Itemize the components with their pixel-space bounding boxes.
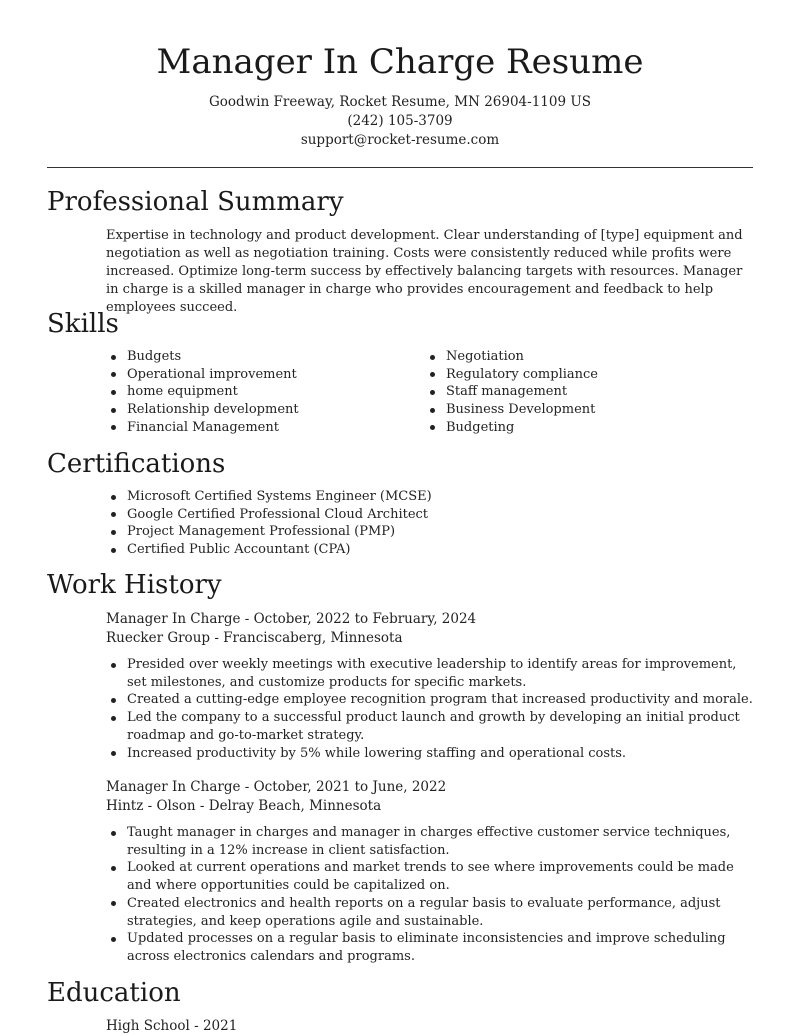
skill-item: Financial Management (106, 419, 406, 437)
job-bullet: Presided over weekly meetings with executive leadership to identify areas for improvement, set milestones, and customize products for specific markets. (106, 656, 754, 691)
skill-item: Negotiation (425, 348, 745, 366)
contact-phone: (242) 105-3709 (347, 113, 453, 129)
skill-item: Budgeting (425, 419, 745, 437)
job-title-line: Manager In Charge - October, 2021 to June, 2022 (106, 779, 447, 795)
job-bullets (106, 824, 754, 966)
skill-item: Business Development (425, 401, 745, 419)
skills-heading: Skills (47, 309, 119, 339)
job-bullet: Updated processes on a regular basis to eliminate inconsistencies and improve scheduling across electronics calendars and programs. (106, 930, 754, 965)
education-heading: Education (47, 978, 181, 1008)
job-title-line: Manager In Charge - October, 2022 to February, 2024 (106, 611, 477, 627)
skill-item: Regulatory compliance (425, 366, 745, 384)
job-bullets (106, 656, 754, 762)
summary-heading: Professional Summary (47, 187, 344, 217)
job-bullet: Increased productivity by 5% while lowering staffing and operational costs. (106, 745, 754, 763)
header-divider (47, 167, 753, 168)
skill-item: Relationship development (106, 401, 406, 419)
job-bullet: Taught manager in charges and manager in charges effective customer service techniques, resulting in a 12% increase in client satisfaction. (106, 824, 754, 859)
job-bullet: Created electronics and health reports on a regular basis to evaluate performance, adjust strategies, and keep operations agile and sustainable. (106, 895, 754, 930)
skill-item: Operational improvement (106, 366, 406, 384)
job-company-line: Hintz - Olson - Delray Beach, Minnesota (106, 798, 382, 814)
skill-item: home equipment (106, 383, 406, 401)
work-history-heading: Work History (47, 570, 222, 600)
skills-list-left (106, 348, 406, 437)
job-company-line: Ruecker Group - Franciscaberg, Minnesota (106, 630, 403, 646)
certification-item: Certified Public Accountant (CPA) (106, 541, 746, 559)
education-entry: High School - 2021 (106, 1018, 238, 1034)
job-bullet: Led the company to a successful product launch and growth by developing an initial product roadmap and go-to-market strategy. (106, 709, 754, 744)
skills-list-right (425, 348, 745, 437)
contact-email: support@rocket-resume.com (300, 132, 500, 148)
job-bullet: Created a cutting-edge employee recognition program that increased productivity and morale. (106, 691, 754, 709)
job-bullet: Looked at current operations and market trends to see where improvements could be made and where opportunities could be capitalized on. (106, 859, 754, 894)
certification-item: Google Certified Professional Cloud Architect (106, 506, 746, 524)
resume-title: Manager In Charge Resume (156, 42, 644, 82)
certification-item: Microsoft Certified Systems Engineer (MCSE) (106, 488, 746, 506)
certifications-heading: Certifications (47, 449, 226, 479)
skill-item: Budgets (106, 348, 406, 366)
certification-item: Project Management Professional (PMP) (106, 523, 746, 541)
skill-item: Staff management (425, 383, 745, 401)
contact-address: Goodwin Freeway, Rocket Resume, MN 26904-1109 US (209, 94, 591, 110)
certifications-list (106, 488, 746, 559)
summary-text: Expertise in technology and product development. Clear understanding of [type] equipment and negotiation as well as negotiation training. Costs were consistently reduced while profits were increased. Optimize long-term success by effectively balancing targets with resources. Manager in charge is a skilled manager in charge who provides encouragement and feedback to help employees succeed. (106, 228, 743, 315)
